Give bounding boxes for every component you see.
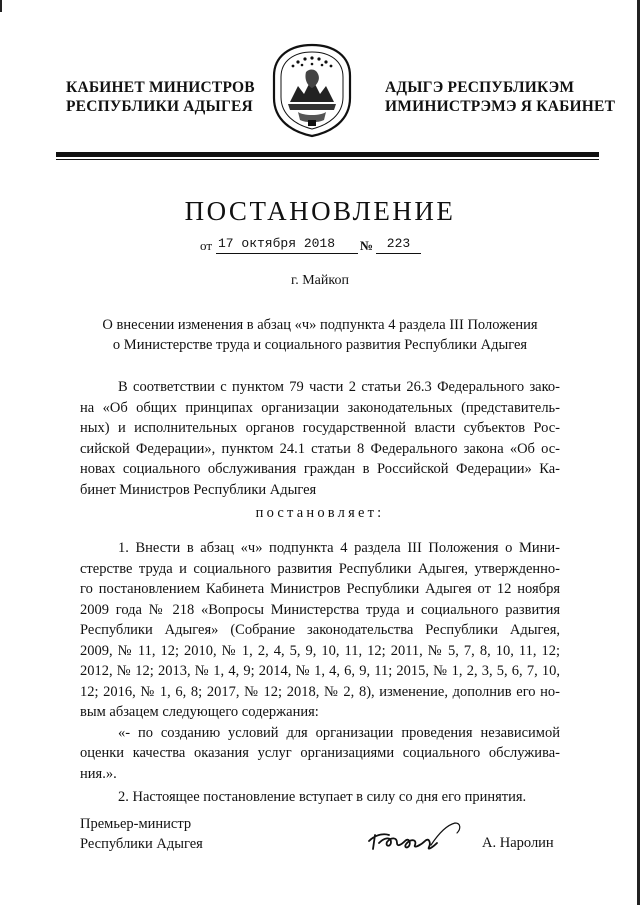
clause-1-paragraph: [80, 538, 560, 784]
date-prefix: от: [200, 238, 213, 253]
scan-edge-mark: [0, 0, 2, 12]
text-line: «- по созданию условий для организации проведения независимой: [118, 724, 560, 741]
text-line: оценки качества оказания услуг организациями социального обслужива-: [80, 745, 560, 761]
position-line2: Республики Адыгея: [80, 836, 203, 852]
signatory-name: А. Наролин: [482, 835, 554, 851]
signatory-position: [80, 814, 203, 854]
resolves-heading: постановляет:: [255, 505, 385, 521]
text-line: бинет Министров Республики Адыгея: [80, 481, 317, 498]
header-divider-thin: [56, 159, 599, 160]
subject-line2: о Министерстве труда и социального развития Республики Адыгея: [112, 337, 528, 353]
preamble-paragraph: [80, 377, 560, 500]
right-org-line1: АДЫГЭ РЕСПУБЛИКЭМ: [385, 79, 575, 96]
header-divider-thick: [56, 152, 599, 157]
text-line: го постановлением Кабинета Министров Республики Адыгея от 12 ноября: [80, 581, 560, 597]
text-line: 1. Внести в абзац «ч» подпункта 4 раздела III Положения о Мини-: [118, 540, 560, 556]
text-line: ных) и исполнительных органов государственной власти субъектов Рос-: [80, 420, 560, 436]
document-number: 223: [376, 236, 421, 254]
text-line: новах социального обслуживания граждан в Российской Федерации» Ка-: [80, 461, 560, 477]
right-org-line2: ИМИНИСТРЭМЭ Я КАБИНЕТ: [385, 98, 616, 115]
document-city: г. Майкоп: [291, 273, 349, 288]
text-line: Республики Адыгея» (Собрание законодательства Республики Адыгея,: [80, 622, 560, 638]
left-organization-name: [66, 78, 255, 116]
text-line: стерстве труда и социального развития Республики Адыгея, утвержденно-: [80, 560, 560, 577]
left-org-line2: РЕСПУБЛИКИ АДЫГЕЯ: [66, 98, 253, 115]
text-line: вым абзацем следующего содержания:: [80, 704, 319, 720]
text-line: на «Об общих принципах организации законодательных (представитель-: [80, 399, 560, 416]
position-line1: Премьер-министр: [80, 816, 192, 832]
text-line: 2012, № 12; 2013, № 1, 4, 9; 2014, № 1, 4, 6, 9, 11; 2015, № 1, 2, 3, 5, 6, 7, 10,: [80, 663, 560, 679]
document-subject: [80, 315, 560, 355]
left-org-line1: КАБИНЕТ МИНИСТРОВ: [66, 79, 255, 96]
document-type-title: ПОСТАНОВЛЕНИЕ: [184, 196, 456, 226]
text-line: 2009, № 11, 12; 2010, № 1, 2, 4, 5, 9, 10, 11, 12; 2011, № 5, 7, 8, 10, 11, 12;: [80, 642, 560, 659]
right-organization-name: [385, 78, 615, 116]
text-line: В соответствии с пунктом 79 части 2 статьи 26.3 Федерального зако-: [118, 379, 560, 395]
clause-2-paragraph: [80, 787, 560, 808]
subject-line1: О внесении изменения в абзац «ч» подпункта 4 раздела III Положения: [102, 317, 538, 333]
text-line: ния.».: [80, 765, 117, 782]
text-line: 2009 года № 218 «Вопросы Министерства труда и социального развития: [80, 601, 560, 618]
text-line: 2. Настоящее постановление вступает в силу со дня его принятия.: [118, 789, 527, 805]
text-line: 12; 2016, № 1, 6, 8; 2017, № 12; 2018, № 2, 8), изменение, дополнив его но-: [80, 683, 560, 700]
coat-of-arms-emblem-icon: [268, 42, 356, 138]
handwritten-signature: [365, 815, 465, 860]
number-sign: №: [360, 238, 374, 253]
text-line: сийской Федерации», пунктом 24.1 статьи 8 Федерального закона «Об ос-: [80, 440, 560, 457]
document-date: 17 октября 2018: [216, 236, 358, 254]
